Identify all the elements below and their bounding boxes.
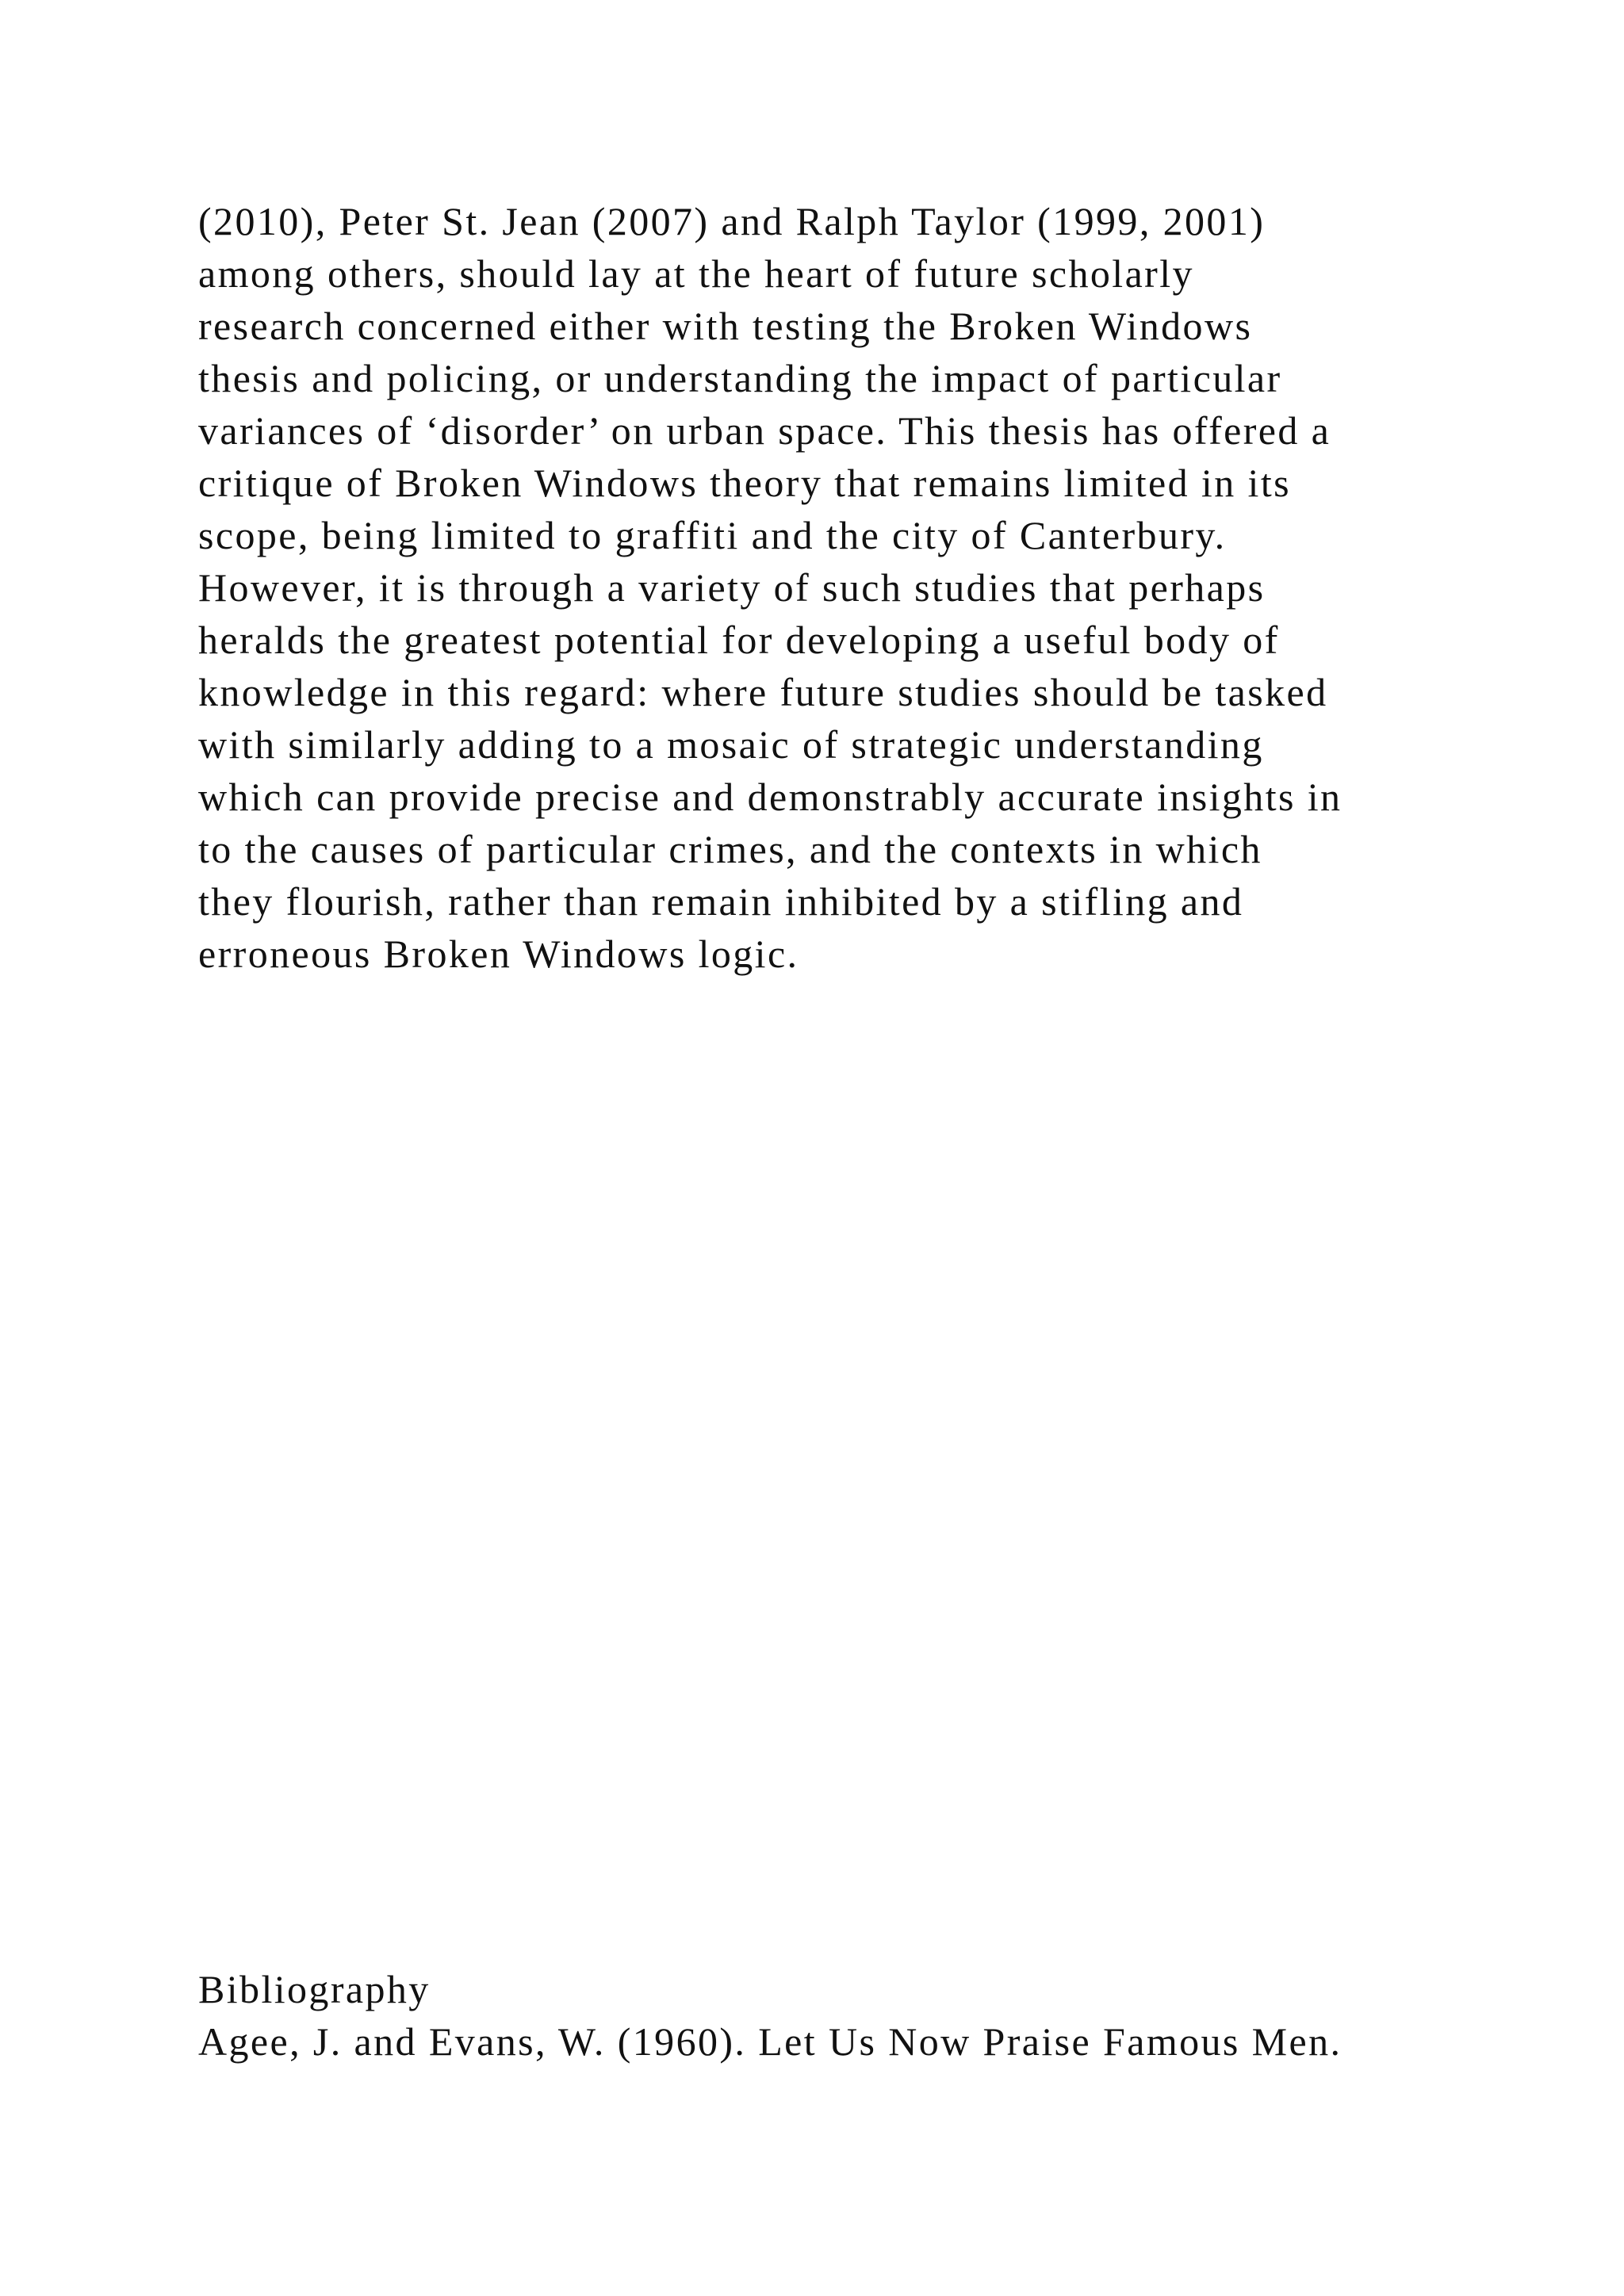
body-text-line: which can provide precise and demonstrably accurate insights in [198, 775, 1342, 819]
body-text-line: variances of ‘disorder’ on urban space. This thesis has offered a [198, 408, 1331, 453]
body-text-line: knowledge in this regard: where future studies should be tasked [198, 670, 1328, 714]
body-text-line: However, it is through a variety of such studies that perhaps [198, 565, 1266, 610]
body-text-line: they flourish, rather than remain inhibited by a stifling and [198, 879, 1244, 924]
body-text-line: thesis and policing, or understanding the impact of particular [198, 356, 1282, 400]
body-text-line: erroneous Broken Windows logic. [198, 932, 799, 976]
body-text-line: to the causes of particular crimes, and the contexts in which [198, 827, 1262, 871]
body-text-line: critique of Broken Windows theory that remains limited in its [198, 461, 1291, 505]
body-text-line: research concerned either with testing the Broken Windows [198, 304, 1253, 348]
body-text-line: among others, should lay at the heart of future scholarly [198, 251, 1194, 296]
body-text-line: scope, being limited to graffiti and the city of Canterbury. [198, 513, 1227, 557]
body-text-line: (2010), Peter St. Jean (2007) and Ralph Taylor (1999, 2001) [198, 199, 1266, 243]
bibliography-heading: Bibliography [198, 1967, 431, 2011]
body-text-line: heralds the greatest potential for developing a useful body of [198, 618, 1280, 662]
bibliography-entry: Agee, J. and Evans, W. (1960). Let Us Now Praise Famous Men. [198, 2019, 1342, 2064]
body-text-line: with similarly adding to a mosaic of strategic understanding [198, 722, 1264, 767]
